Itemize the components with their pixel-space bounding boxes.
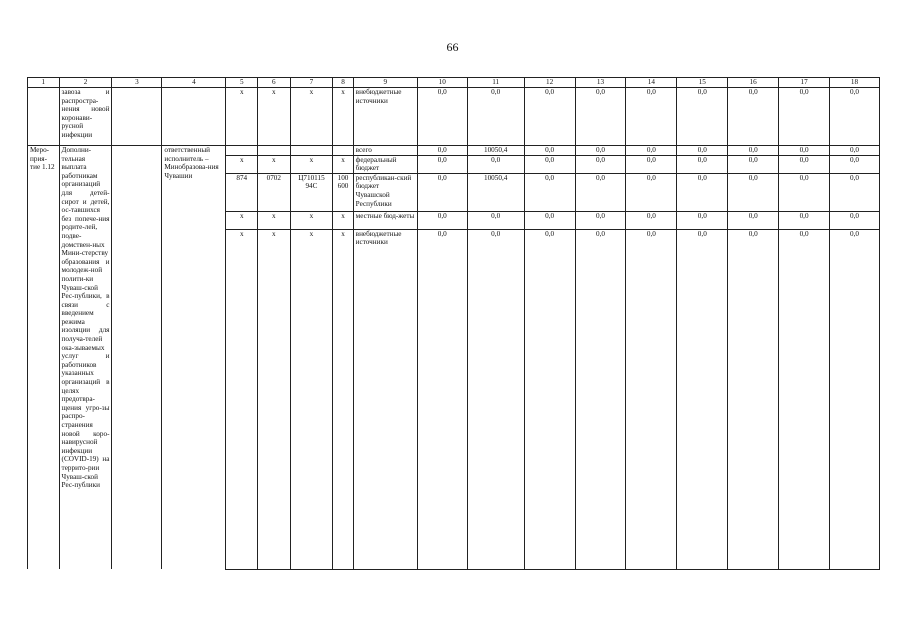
header-cell: 18 [830, 78, 880, 88]
value-cell: 0,0 [779, 88, 830, 146]
measure-name-cell: завоза и распростра-нения новой коронави-русной инфекции [59, 88, 112, 146]
code-cell: Ц710115 94С [290, 173, 333, 211]
value-cell: 0,0 [524, 155, 575, 173]
value-cell: 0,0 [728, 146, 779, 156]
code-cell: x [333, 88, 353, 146]
source-cell: всего [353, 146, 417, 156]
value-cell: 0,0 [417, 155, 467, 173]
source-cell: республикан-ский бюджет Чувашской Республики [353, 173, 417, 211]
code-cell: x [290, 88, 333, 146]
table-row [28, 88, 880, 146]
budget-table [27, 77, 880, 570]
value-cell: 0,0 [779, 146, 830, 156]
header-cell: 6 [258, 78, 291, 88]
executor-cell: ответственный исполнитель – Минобразова-ния Чувашии [162, 146, 226, 570]
value-cell: 0,0 [524, 211, 575, 229]
executor-cell [162, 88, 226, 146]
value-cell: 0,0 [575, 155, 626, 173]
code-cell [226, 146, 258, 156]
empty-cell [112, 88, 162, 146]
header-cell: 9 [353, 78, 417, 88]
header-cell: 3 [112, 78, 162, 88]
header-cell: 16 [728, 78, 779, 88]
value-cell: 10050,4 [467, 173, 524, 211]
code-cell: x [258, 88, 291, 146]
code-cell: x [290, 155, 333, 173]
empty-cell [112, 146, 162, 570]
value-cell: 0,0 [575, 229, 626, 569]
value-cell: 0,0 [830, 146, 880, 156]
header-cell: 14 [626, 78, 677, 88]
value-cell: 10050,4 [467, 146, 524, 156]
value-cell: 0,0 [575, 173, 626, 211]
header-cell: 2 [59, 78, 112, 88]
value-cell: 0,0 [417, 173, 467, 211]
value-cell: 0,0 [779, 155, 830, 173]
value-cell: 0,0 [728, 155, 779, 173]
value-cell: 0,0 [417, 88, 467, 146]
header-cell: 17 [779, 78, 830, 88]
value-cell: 0,0 [779, 173, 830, 211]
value-cell: 0,0 [575, 211, 626, 229]
value-cell: 0,0 [830, 88, 880, 146]
value-cell: 0,0 [677, 211, 728, 229]
measure-cell [28, 88, 60, 146]
value-cell: 0,0 [417, 211, 467, 229]
value-cell: 0,0 [830, 211, 880, 229]
value-cell: 0,0 [467, 211, 524, 229]
code-cell: x [226, 88, 258, 146]
source-cell: федеральный бюджет [353, 155, 417, 173]
code-cell [333, 146, 353, 156]
code-cell: x [258, 229, 291, 569]
value-cell: 0,0 [626, 173, 677, 211]
value-cell: 0,0 [677, 229, 728, 569]
value-cell: 0,0 [524, 229, 575, 569]
header-cell: 10 [417, 78, 467, 88]
code-cell: x [226, 155, 258, 173]
value-cell: 0,0 [417, 229, 467, 569]
header-cell: 15 [677, 78, 728, 88]
header-cell: 13 [575, 78, 626, 88]
header-cell: 11 [467, 78, 524, 88]
code-cell: 874 [226, 173, 258, 211]
value-cell: 0,0 [830, 229, 880, 569]
code-cell: x [333, 211, 353, 229]
value-cell: 0,0 [524, 88, 575, 146]
value-cell: 0,0 [626, 88, 677, 146]
code-cell [290, 146, 333, 156]
value-cell: 0,0 [677, 88, 728, 146]
value-cell: 0,0 [830, 155, 880, 173]
code-cell: x [258, 155, 291, 173]
value-cell: 0,0 [677, 146, 728, 156]
measure-name-cell: Дополни-тельная выплата работникам организаций для детей-сирот и детей, ос-тавшихся без попече-ния родите-лей, подве-домствен-ных Мини-стерству образования и молодеж-ной полити-ки Чуваш-ской Рес-публики, в связи с введением режима изоляции для получа-телей ока-зываемых услуг и работников указанных организаций в целях предотвра-щения угро-зы распро-странения новой коро-навирусной инфекции (COVID-19) на террито-рии Чуваш-ской Рес-публики [59, 146, 112, 570]
code-cell: x [226, 211, 258, 229]
value-cell: 0,0 [728, 173, 779, 211]
code-cell: x [333, 229, 353, 569]
value-cell: 0,0 [779, 229, 830, 569]
value-cell: 0,0 [417, 146, 467, 156]
code-cell: x [258, 211, 291, 229]
value-cell: 0,0 [728, 211, 779, 229]
value-cell: 0,0 [467, 155, 524, 173]
source-cell: внебюджетные источники [353, 229, 417, 569]
header-cell: 4 [162, 78, 226, 88]
header-row [28, 78, 880, 88]
table-row [28, 146, 880, 156]
header-cell: 1 [28, 78, 60, 88]
value-cell: 0,0 [728, 88, 779, 146]
code-cell: x [333, 155, 353, 173]
value-cell: 0,0 [575, 88, 626, 146]
header-cell: 5 [226, 78, 258, 88]
value-cell: 0,0 [779, 211, 830, 229]
header-cell: 7 [290, 78, 333, 88]
code-cell: x [290, 211, 333, 229]
measure-cell: Меро-прия-тие 1.12 [28, 146, 60, 570]
value-cell: 0,0 [830, 173, 880, 211]
value-cell: 0,0 [524, 173, 575, 211]
code-cell: x [226, 229, 258, 569]
value-cell: 0,0 [467, 88, 524, 146]
code-cell: 100 600 [333, 173, 353, 211]
page-number: 66 [446, 40, 459, 54]
header-cell: 12 [524, 78, 575, 88]
code-cell [258, 146, 291, 156]
code-cell: x [290, 229, 333, 569]
value-cell: 0,0 [524, 146, 575, 156]
value-cell: 0,0 [626, 229, 677, 569]
header-cell: 8 [333, 78, 353, 88]
source-cell: внебюджетные источники [353, 88, 417, 146]
value-cell: 0,0 [677, 155, 728, 173]
value-cell: 0,0 [677, 173, 728, 211]
code-cell: 0702 [258, 173, 291, 211]
source-cell: местные бюд-жеты [353, 211, 417, 229]
value-cell: 0,0 [575, 146, 626, 156]
value-cell: 0,0 [467, 229, 524, 569]
value-cell: 0,0 [626, 155, 677, 173]
value-cell: 0,0 [728, 229, 779, 569]
value-cell: 0,0 [626, 211, 677, 229]
value-cell: 0,0 [626, 146, 677, 156]
